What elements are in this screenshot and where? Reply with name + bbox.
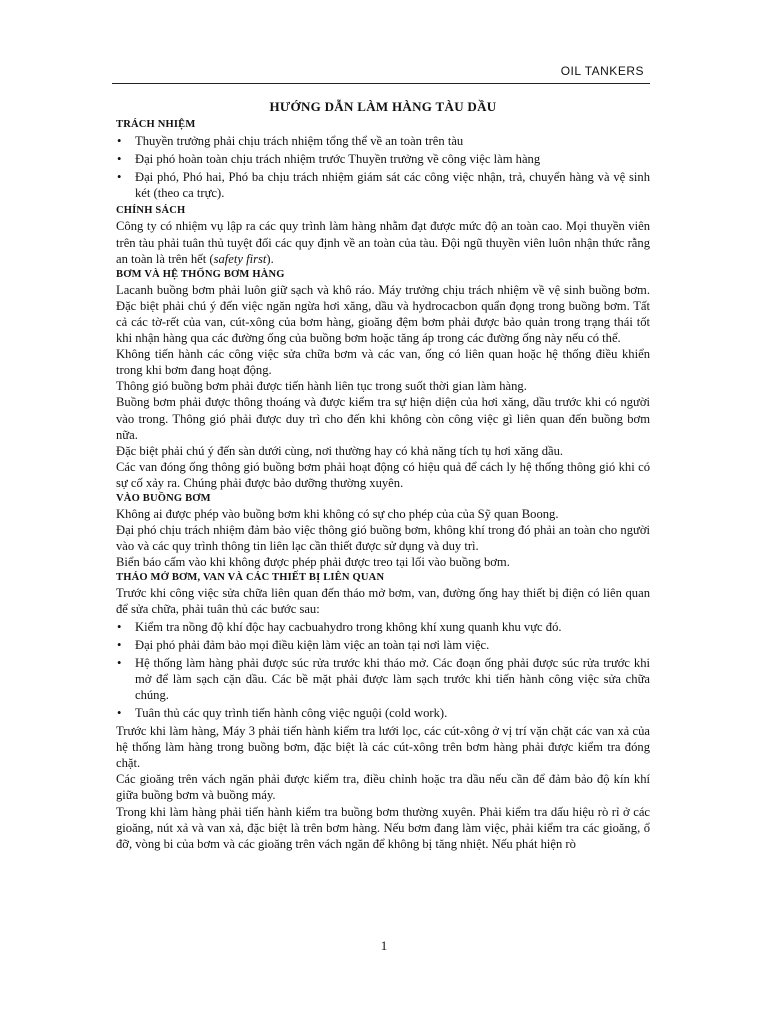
paragraph: Các van đóng ống thông gió buồng bơm phải hoạt động có hiệu quả để cách ly hệ thống thông gió khi có sự cố xảy ra. Chúng phải được bảo dưỡng thường xuyên.	[116, 459, 650, 490]
list-item: • Kiểm tra nồng độ khí độc hay cacbuahydro trong không khí xung quanh khu vực đó.	[116, 619, 650, 635]
section-heading-pumps: BƠM VÀ HỆ THỐNG BƠM HÀNG	[116, 268, 285, 280]
policy-italic-phrase: safety first	[213, 251, 267, 266]
list-item: • Hệ thống làm hàng phải được súc rửa trước khi tháo mở. Các đoạn ống phải được súc rửa trước khi mở để làm sạch cặn dầu. Các bề mặt phải được làm sạch trước khi tiến hành công việc sửa chữa chúng.	[116, 655, 650, 703]
running-header: OIL TANKERS	[560, 64, 644, 78]
paragraph: Đặc biệt phải chú ý đến sàn dưới cùng, nơi thường hay có khả năng tích tụ hơi xăng dầu.	[116, 443, 564, 458]
section-heading-dismantling: THÁO MỞ BƠM, VAN VÀ CÁC THIẾT BỊ LIÊN QUAN	[116, 572, 385, 584]
paragraph: Biển báo cấm vào khi không được phép phải được treo tại lối vào buồng bơm.	[116, 555, 510, 570]
section-heading-responsibility: TRÁCH NHIỆM	[116, 119, 196, 131]
list-item: • Đại phó, Phó hai, Phó ba chịu trách nhiệm giám sát các công việc nhận, trả, chuyển hàng và vệ sinh két (theo ca trực).	[116, 169, 650, 201]
paragraph: Các gioăng trên vách ngăn phải được kiểm tra, điều chỉnh hoặc tra dầu nếu cần để đảm bảo độ kín khí giữa buồng bơm và buồng máy.	[116, 772, 650, 803]
document-title: HƯỚNG DẪN LÀM HÀNG TÀU DẦU	[269, 99, 497, 114]
paragraph: Trước khi công việc sửa chữa liên quan đến tháo mở bơm, van, đường ống hay thiết bị điện có liên quan để sửa chữa, phải tuân thủ các bước sau:	[116, 586, 650, 617]
section-heading-policy: CHÍNH SÁCH	[116, 205, 186, 217]
list-item: • Đại phó hoàn toàn chịu trách nhiệm trước Thuyền trưởng về công việc làm hàng	[116, 151, 650, 167]
policy-text-end: ).	[266, 251, 274, 266]
paragraph: Đại phó chịu trách nhiệm đảm bảo việc thông gió buồng bơm, không khí trong đó phải an toàn cho người vào và các quy trình thông tin liên lạc cần thiết được sử dụng và duy trì.	[116, 523, 650, 554]
section-heading-pump-room-entry: VÀO BUỒNG BƠM	[116, 492, 211, 504]
paragraph: Không tiến hành các công việc sửa chữa bơm và các van, ống có liên quan hoặc hệ thống điều khiển trong khi bơm đang hoạt động.	[116, 347, 650, 378]
header-rule	[112, 83, 650, 84]
paragraph: Buồng bơm phải được thông thoáng và được kiểm tra sự hiện diện của hơi xăng, dầu trước khi có người vào trong. Thông gió phải được duy trì cho đến khi không còn công việc gì liên quan đến buồng bơm nữa.	[116, 395, 650, 442]
document-body	[116, 99, 650, 852]
list-item: • Đại phó phải đảm bảo mọi điều kiện làm việc an toàn tại nơi làm việc.	[116, 637, 650, 653]
paragraph: Không ai được phép vào buồng bơm khi không có sự cho phép của của Sỹ quan Boong.	[116, 506, 559, 521]
list-item: • Thuyền trưởng phải chịu trách nhiệm tổng thể về an toàn trên tàu	[116, 133, 650, 149]
paragraph: Lacanh buồng bơm phải luôn giữ sạch và khô ráo. Máy trưởng chịu trách nhiệm về vệ sinh buồng bơm. Đặc biệt phải chú ý đến việc ngăn ngừa hơi xăng, dầu và hydrocacbon quẩn đọng trong buồng bơm. Tất cả các tờ-rết của van, cút-xông của bơm hàng, gioăng đệm bơm phải được bảo quản trong trạng thái tốt khi nhận hàng qua các đường ống của buồng bơm hoặc tăng áp trong các đường ống này nếu có thể.	[116, 282, 650, 346]
policy-text: Công ty có nhiệm vụ lập ra các quy trình làm hàng nhằm đạt được mức độ an toàn cao. Mọi thuyền viên trên tàu phải tuân thủ tuyệt đối các quy định về an toàn của tàu. Đội ngũ thuyền viên luôn nhận thức rằng an toàn là trên hết (	[116, 219, 650, 266]
policy-paragraph	[116, 218, 650, 266]
dismantling-steps-list	[116, 619, 650, 722]
paragraph: Thông gió buồng bơm phải được tiến hành liên tục trong suốt thời gian làm hàng.	[116, 379, 527, 394]
list-item: • Tuân thủ các quy trình tiến hành công việc nguội (cold work).	[116, 705, 650, 721]
paragraph: Trước khi làm hàng, Máy 3 phải tiến hành kiểm tra lưới lọc, các cút-xông ở vị trí vặn chặt các van xả của hệ thống làm hàng trong buồng bơm, đặc biệt là các cút-xông trên bơm hàng phải được kiểm tra đóng chặt.	[116, 724, 650, 771]
page-number: 1	[380, 938, 388, 953]
responsibility-list	[116, 133, 650, 201]
paragraph: Trong khi làm hàng phải tiến hành kiểm tra buồng bơm thường xuyên. Phải kiểm tra dấu hiệu rò rỉ ở các gioăng, nút xả và van xả, đặc biệt là trên bơm hàng. Nếu bơm đang làm việc, phải kiểm tra các gioăng, ổ đỡ, vòng bi của bơm và các gioăng trên vách ngăn để không bị tăng nhiệt. Nếu phát hiện rò	[116, 804, 650, 851]
